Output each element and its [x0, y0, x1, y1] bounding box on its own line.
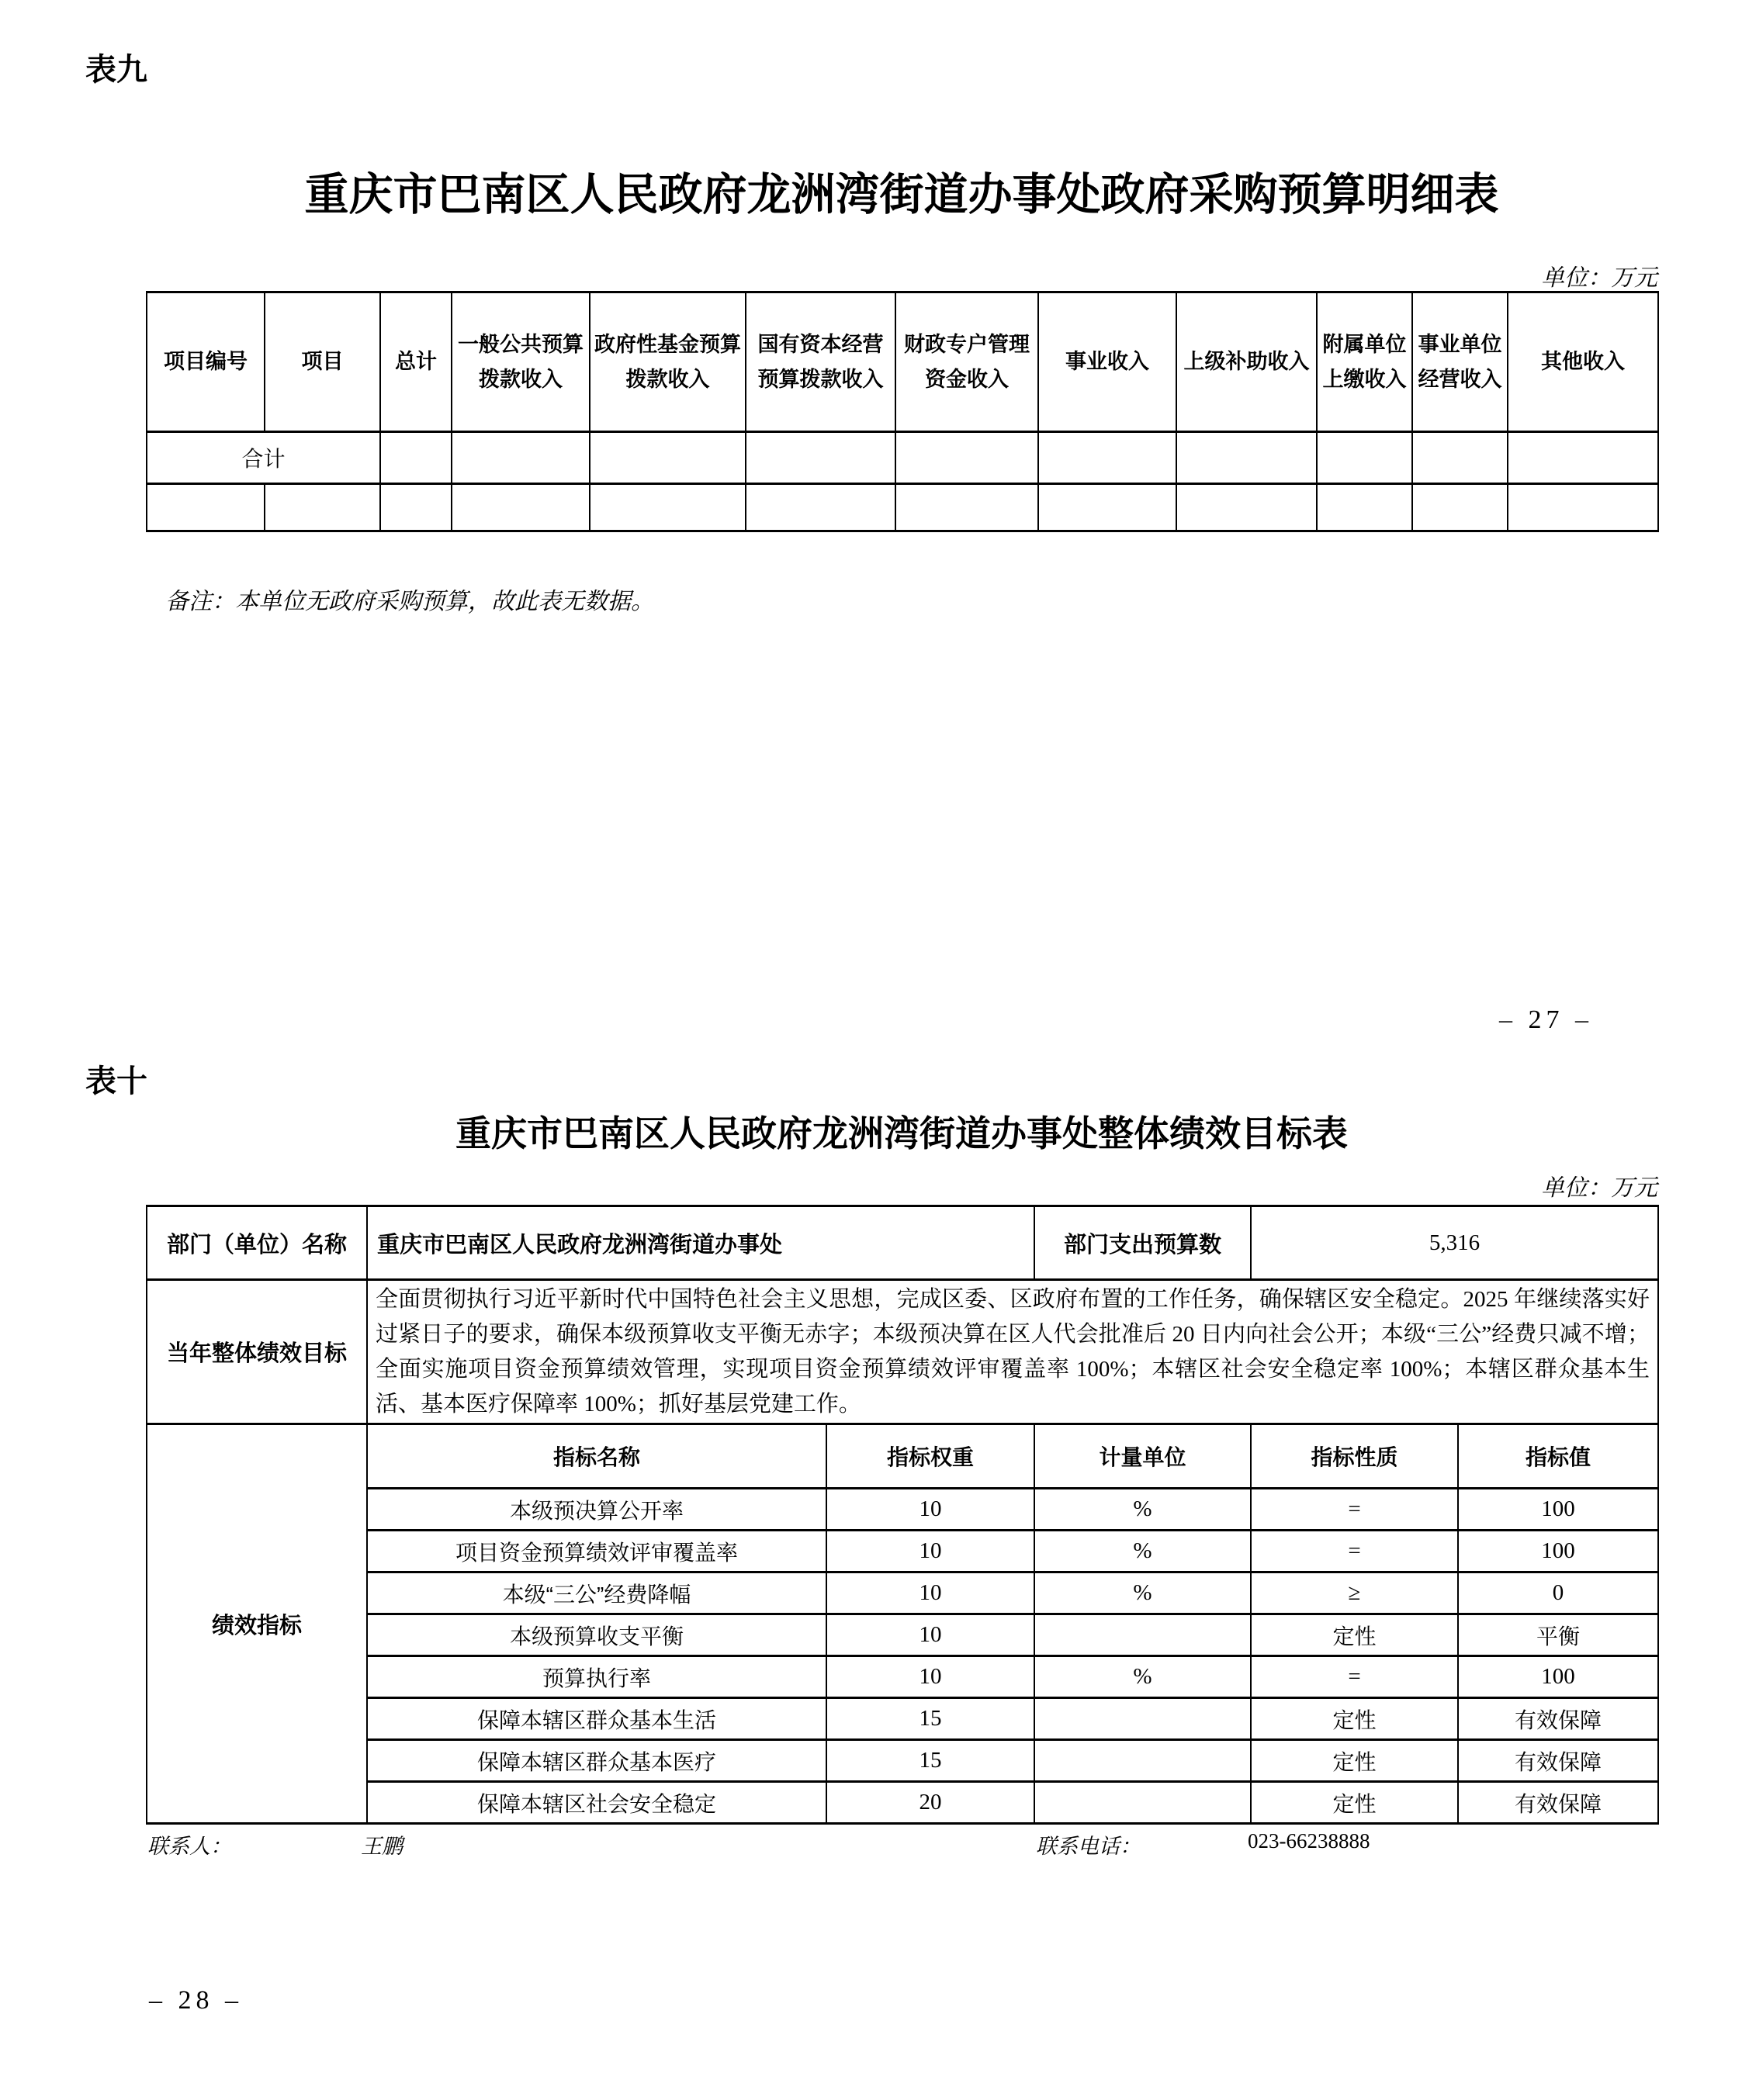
table9-col-header: 政府性基金预算拨款收入: [590, 292, 746, 432]
indicator-name: 项目资金预算绩效评审覆盖率: [367, 1531, 826, 1572]
indicator-weight: 10: [826, 1572, 1034, 1614]
indicator-nature: =: [1251, 1531, 1458, 1572]
contact-row: [0, 1829, 1742, 1860]
indicator-weight: 15: [826, 1698, 1034, 1740]
table9-col-header: 总计: [380, 292, 452, 432]
contact-phone-label: 联系电话：: [1036, 1835, 1141, 1858]
table10-label: 表十: [85, 1064, 147, 1098]
indicator-name: 预算执行率: [367, 1656, 826, 1698]
department-name-value: 重庆市巴南区人民政府龙洲湾街道办事处: [367, 1206, 1034, 1280]
indicator-name: 保障本辖区群众基本医疗: [367, 1740, 826, 1782]
indicator-weight: 10: [826, 1489, 1034, 1531]
table9-empty-cell: [452, 484, 590, 531]
table9-empty-cell: [1412, 432, 1508, 484]
budget-total-label: 部门支出预算数: [1034, 1206, 1251, 1280]
indicator-unit: [1034, 1740, 1251, 1782]
table9-empty-cell: [746, 432, 895, 484]
department-row: [147, 1206, 1658, 1280]
annual-target-row: [147, 1280, 1658, 1424]
indicator-weight: 10: [826, 1614, 1034, 1656]
indicator-row: [147, 1614, 1658, 1656]
indicator-unit: [1034, 1614, 1251, 1656]
indicator-weight: 10: [826, 1531, 1034, 1572]
indicator-row: [147, 1531, 1658, 1572]
table9-empty-cell: [1038, 484, 1176, 531]
indicator-name: 保障本辖区群众基本生活: [367, 1698, 826, 1740]
indicator-row: [147, 1740, 1658, 1782]
table9-empty-cell: [1508, 484, 1658, 531]
table9-empty-cell: [1508, 432, 1658, 484]
indicator-nature: =: [1251, 1656, 1458, 1698]
table9-empty-cell: [1038, 432, 1176, 484]
table9-title: 重庆市巴南区人民政府龙洲湾街道办事处政府采购预算明细表: [304, 170, 1499, 220]
indicator-row: [147, 1656, 1658, 1698]
indicator-value: 100: [1458, 1489, 1658, 1531]
indicator-value: 有效保障: [1458, 1782, 1658, 1824]
indicator-weight: 15: [826, 1740, 1034, 1782]
indicator-row: [147, 1698, 1658, 1740]
annual-target-text: 全面贯彻执行习近平新时代中国特色社会主义思想，完成区委、区政府布置的工作任务，确保辖区安全稳定。2025 年继续落实好过紧日子的要求，确保本级预算收支平衡无赤字；本级预决算在区人代会批准后 20 日内向社会公开；本级“三公”经费只减不增；全面实施项目资金预算绩效管理，实现项目资金预算绩效评审覆盖率 100%；本辖区社会安全稳定率 100%；本辖区群众基本生活、基本医疗保障率 100%；抓好基层党建工作。: [367, 1280, 1658, 1424]
table10-unit-note: 单位：万元: [1541, 1175, 1657, 1201]
indicator-value: 100: [1458, 1531, 1658, 1572]
indicator-nature: 定性: [1251, 1740, 1458, 1782]
table9-note: 备注：本单位无政府采购预算，故此表无数据。: [165, 589, 654, 614]
indicator-unit: %: [1034, 1489, 1251, 1531]
table9-empty-cell: [380, 432, 452, 484]
contact-phone-value: 023-66238888: [1248, 1829, 1370, 1853]
indicator-col-header: 指标权重: [826, 1424, 1034, 1489]
table9-empty-cell: [380, 484, 452, 531]
table9-empty-cell: [746, 484, 895, 531]
contact-person-label: 联系人：: [147, 1835, 231, 1858]
indicator-name: 本级“三公”经费降幅: [367, 1572, 826, 1614]
department-name-label: 部门（单位）名称: [147, 1206, 367, 1280]
table9-empty-cell: [265, 484, 380, 531]
indicator-unit: [1034, 1782, 1251, 1824]
annual-target-label: 当年整体绩效目标: [147, 1280, 367, 1424]
indicator-col-header: 指标名称: [367, 1424, 826, 1489]
table10-title: 重庆市巴南区人民政府龙洲湾街道办事处整体绩效目标表: [455, 1113, 1348, 1154]
table9-empty-row: [147, 484, 1658, 531]
indicator-nature: 定性: [1251, 1614, 1458, 1656]
budget-total-value: 5,316: [1251, 1206, 1658, 1280]
indicator-weight: 20: [826, 1782, 1034, 1824]
indicator-col-header: 指标性质: [1251, 1424, 1458, 1489]
indicator-value: 有效保障: [1458, 1740, 1658, 1782]
indicator-value: 0: [1458, 1572, 1658, 1614]
table9-col-header: 一般公共预算拨款收入: [452, 292, 590, 432]
table9-empty-cell: [147, 484, 265, 531]
indicator-unit: %: [1034, 1572, 1251, 1614]
table9-empty-cell: [895, 432, 1038, 484]
table9-empty-cell: [1317, 432, 1412, 484]
page-number-27: – 27 –: [1499, 1005, 1593, 1034]
table9-col-header: 上级补助收入: [1176, 292, 1317, 432]
table9-empty-cell: [1412, 484, 1508, 531]
indicator-row: [147, 1782, 1658, 1824]
indicator-unit: %: [1034, 1531, 1251, 1572]
indicator-value: 平衡: [1458, 1614, 1658, 1656]
indicator-col-header: 指标值: [1458, 1424, 1658, 1489]
performance-target-table: [146, 1205, 1659, 1825]
indicator-name: 本级预算收支平衡: [367, 1614, 826, 1656]
indicator-row: [147, 1572, 1658, 1614]
table9-col-header: 事业收入: [1038, 292, 1176, 432]
table9-empty-cell: [452, 432, 590, 484]
table9-header-row: [147, 292, 1658, 432]
indicator-value: 100: [1458, 1656, 1658, 1698]
procurement-budget-table: [146, 291, 1659, 532]
table9-empty-cell: [1176, 432, 1317, 484]
contact-person-name: 王鹏: [361, 1835, 403, 1858]
table9-unit-note: 单位：万元: [1541, 265, 1657, 291]
performance-indicator-label: 绩效指标: [147, 1424, 367, 1824]
table9-col-header: 国有资本经营预算拨款收入: [746, 292, 895, 432]
indicator-unit: %: [1034, 1656, 1251, 1698]
table9-col-header: 项目编号: [147, 292, 265, 432]
table9-col-header: 附属单位上缴收入: [1317, 292, 1412, 432]
indicator-weight: 10: [826, 1656, 1034, 1698]
indicator-unit: [1034, 1698, 1251, 1740]
table9-col-header: 事业单位经营收入: [1412, 292, 1508, 432]
indicator-nature: =: [1251, 1489, 1458, 1531]
table9-total-label: 合计: [147, 432, 380, 484]
indicator-name: 本级预决算公开率: [367, 1489, 826, 1531]
table9-empty-cell: [590, 484, 746, 531]
table9-col-header: 财政专户管理资金收入: [895, 292, 1038, 432]
indicator-row: [147, 1489, 1658, 1531]
table9-label: 表九: [85, 53, 147, 87]
page-number-28: – 28 –: [149, 1986, 243, 2015]
table9-col-header: 其他收入: [1508, 292, 1658, 432]
indicator-nature: 定性: [1251, 1698, 1458, 1740]
table9-total-row: [147, 432, 1658, 484]
table9-empty-cell: [1176, 484, 1317, 531]
table9-empty-cell: [895, 484, 1038, 531]
indicator-value: 有效保障: [1458, 1698, 1658, 1740]
indicator-name: 保障本辖区社会安全稳定: [367, 1782, 826, 1824]
indicator-nature: 定性: [1251, 1782, 1458, 1824]
indicator-header-row: [147, 1424, 1658, 1489]
indicator-nature: ≥: [1251, 1572, 1458, 1614]
indicator-col-header: 计量单位: [1034, 1424, 1251, 1489]
table9-col-header: 项目: [265, 292, 380, 432]
table9-empty-cell: [590, 432, 746, 484]
table9-empty-cell: [1317, 484, 1412, 531]
